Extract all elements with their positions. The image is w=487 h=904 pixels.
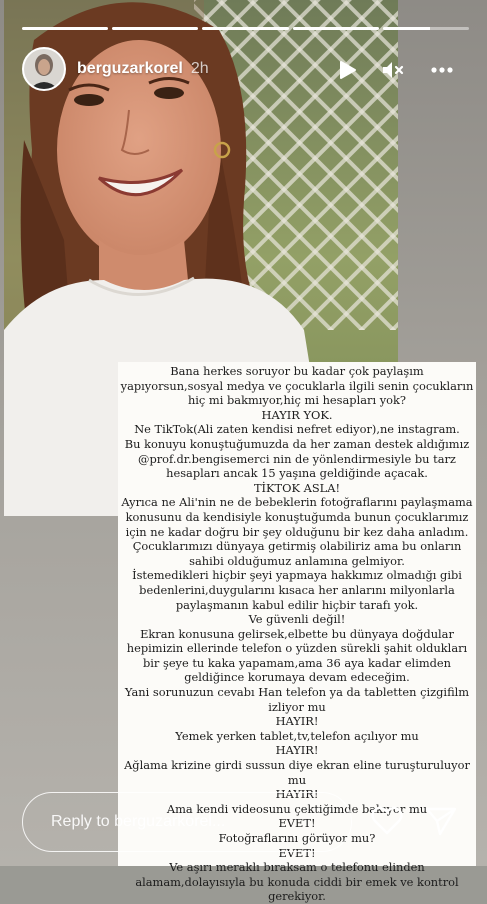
story-progress-bar — [22, 27, 469, 30]
more-horizontal-icon[interactable] — [430, 58, 454, 82]
avatar[interactable] — [22, 47, 66, 91]
progress-segment — [293, 27, 379, 30]
speaker-muted-icon[interactable] — [380, 58, 404, 82]
reply-input[interactable] — [22, 792, 352, 852]
username[interactable]: berguzarkorel — [77, 60, 183, 77]
reply-placeholder: Reply to berguzarkorel... — [51, 813, 226, 830]
story-text: Bana herkes soruyor bu kadar çok paylaşım yapıyorsun,sosyal medya ve çocuklarla ilgili senin çocukların hiç mi bakmıyor,hiç mi hesapları yok? HAYIR YOK. Ne TikTok(Ali zaten kendisi nefret ediyor),ne instagram. Bu konuyu konuştuğumuzda da her zaman destek aldığımız @prof.dr.bengisemerci nin de yönlendirmesiyle bu tarz hesapları ancak 15 yaşına geldiğinde açacak. TİKTOK ASLA! Ayrıca ne Ali'nin ne de bebeklerin fotoğraflarını paylaşmama konusunu da kendisiyle konuştuğumda bunun çocuklarımız için ne kadar doğru bir şey olduğunu bir kez daha anladım. Çocuklarımızı dünyaya getirmiş olabiliriz ama bu onların sahibi olduğumuz anlamına gelmiyor. İstemedikleri hiçbir şeyi yapmaya hakkımız olmadığı gibi bedenlerini,duygularını kısaca her anlarını milyonlarla paylaşmanın kabul edilir hiçbir tarafı yok. Ve güvenli değil! Ekran konusuna gelirsek,elbette bu dünyaya doğdular hepimizin ellerinde telefon o yüzden sürekli şahit oldukları bir şeye tu kaka yapamam,ama 36 aya kadar elimden geldiğince korumaya devam edeceğim. Yani sorunuzun cevabı Han telefon ya da tabletten çizgifilm izliyor mu HAYIR! Yemek yerken tablet,tv,telefon açılıyor mu HAYIR! Ağlama krizine girdi sussun diye ekran eline turuşturuluyor mu HAYIR! Ama kendi videosunu çektiğimde bakıyor mu EVET! Fotoğraflarını görüyor mu? EVET! Ve aşırı meraklı bıraksam o telefonu elinden alamam,dolayısıyla bu konuda ciddi bir emek ve kontrol gerekiyor. — [120, 364, 474, 904]
progress-segment-current — [383, 27, 469, 30]
play-icon[interactable] — [335, 58, 359, 82]
post-time: 2h — [190, 60, 209, 77]
send-icon[interactable] — [424, 804, 458, 838]
heart-icon[interactable] — [370, 804, 404, 838]
progress-segment — [112, 27, 198, 30]
progress-segment — [22, 27, 108, 30]
progress-segment — [202, 27, 288, 30]
